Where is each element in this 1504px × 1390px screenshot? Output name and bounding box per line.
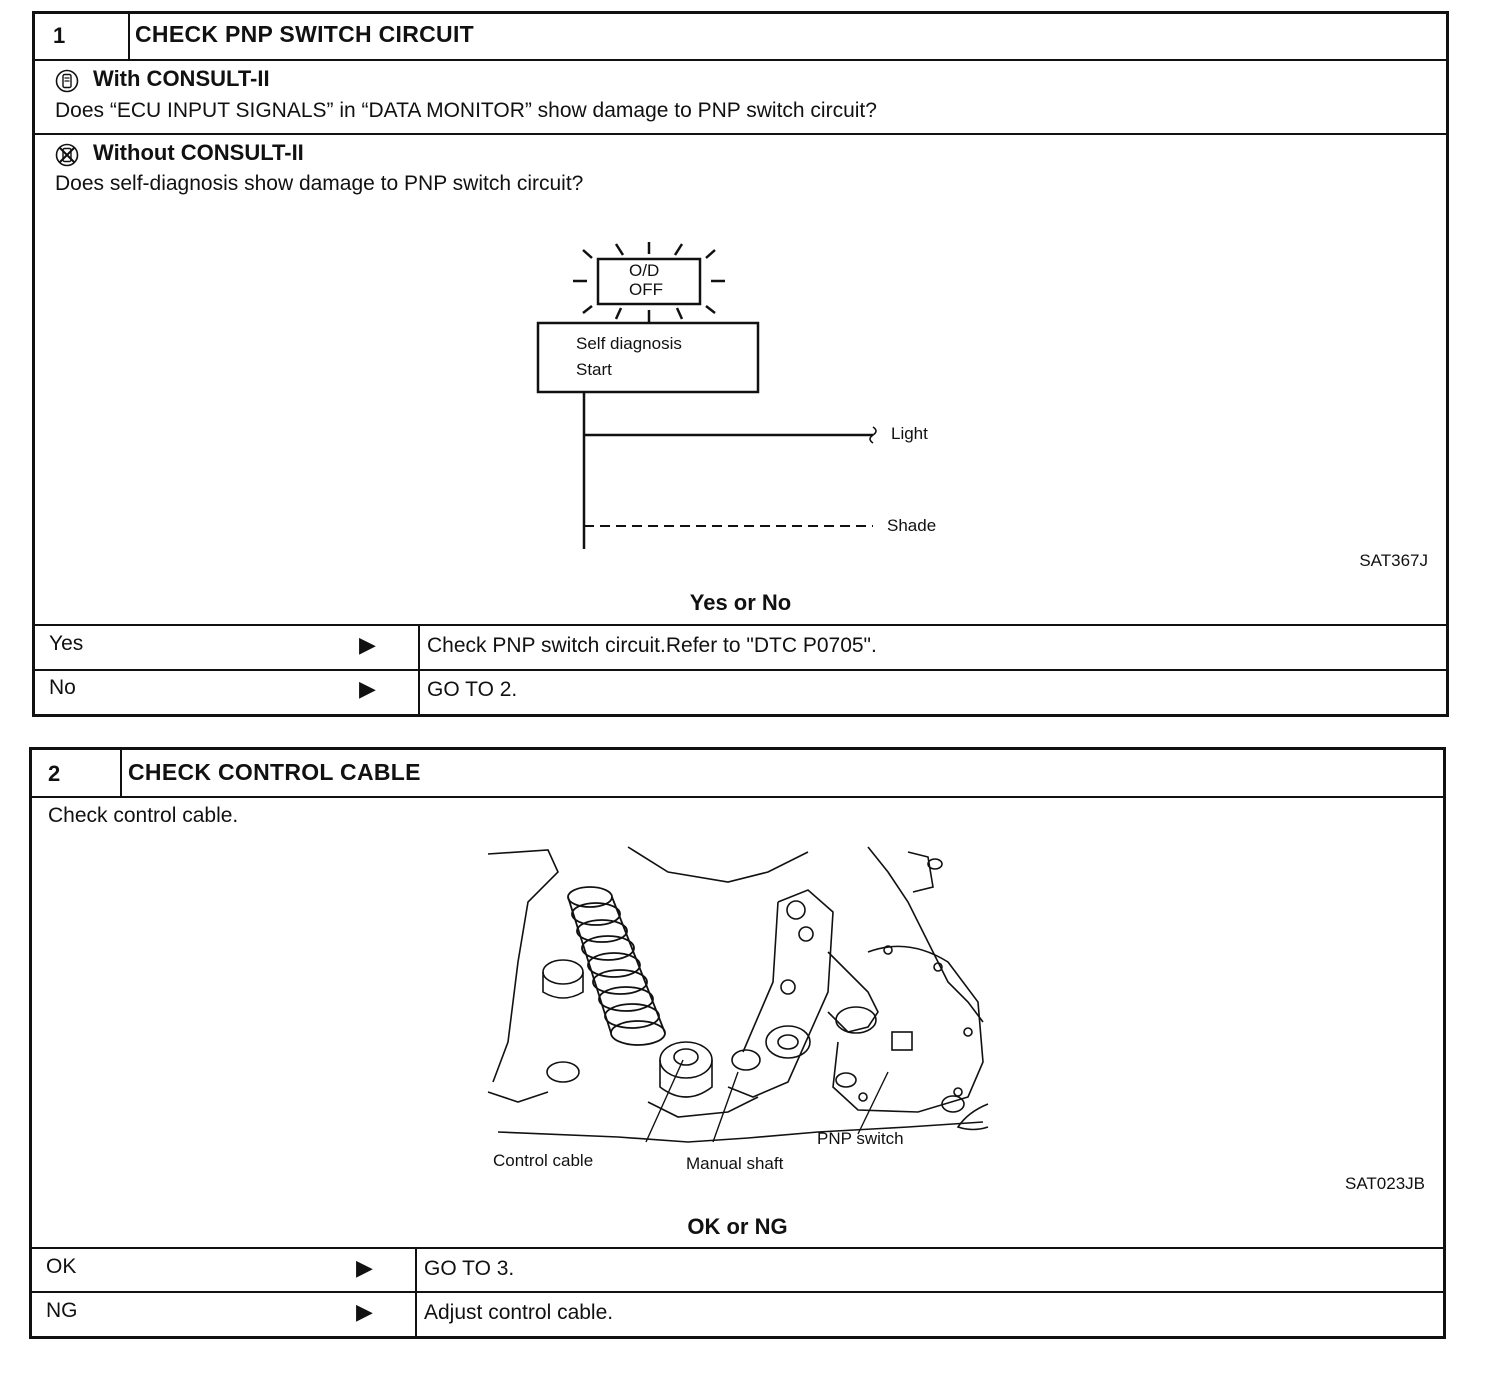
result-heading: Yes or No — [689, 590, 792, 615]
arrow-icon: ▶ — [359, 632, 376, 657]
action-yes: Check PNP switch circuit.Refer to "DTC P0705". — [427, 634, 877, 657]
step-1-number: 1 — [53, 23, 66, 48]
lamp-label-od: O/D — [629, 261, 660, 280]
arrow-icon: ▶ — [356, 1299, 373, 1324]
self-diagnosis-figure — [35, 14, 1446, 614]
label-control-cable: Control cable — [493, 1151, 594, 1170]
action-ok: GO TO 3. — [424, 1257, 515, 1280]
figure-code: SAT367J — [1359, 551, 1428, 570]
step-2-panel — [29, 747, 1446, 1339]
without-consult-question: Does self-diagnosis show damage to PNP switch circuit? — [55, 172, 584, 195]
divider — [32, 1291, 1443, 1293]
divider — [35, 624, 1446, 626]
start-label: Start — [576, 360, 612, 379]
with-consult-question: Does “ECU INPUT SIGNALS” in “DATA MONITOR” show damage to PNP switch circuit? — [55, 99, 877, 122]
lamp-label-off: OFF — [629, 280, 663, 299]
divider — [35, 669, 1446, 671]
arrow-icon: ▶ — [359, 676, 376, 701]
result-heading: OK or NG — [687, 1214, 788, 1239]
step-2-title: CHECK CONTROL CABLE — [128, 759, 421, 785]
label-manual-shaft: Manual shaft — [686, 1154, 784, 1173]
shade-label: Shade — [887, 516, 937, 535]
divider — [32, 1247, 1443, 1249]
with-consult-heading: With CONSULT-II — [93, 66, 270, 91]
step-2-instruction: Check control cable. — [48, 804, 239, 827]
action-ng: Adjust control cable. — [424, 1301, 614, 1324]
divider — [120, 750, 122, 796]
divider — [32, 796, 1443, 798]
step-1-panel — [32, 11, 1449, 717]
figure-code: SAT023JB — [1344, 1174, 1425, 1193]
label-pnp-switch: PNP switch — [817, 1129, 904, 1148]
answer-ng: NG — [46, 1299, 78, 1322]
arrow-icon: ▶ — [356, 1255, 373, 1280]
answer-no: No — [49, 676, 76, 699]
step-1-title: CHECK PNP SWITCH CIRCUIT — [135, 21, 475, 47]
answer-yes: Yes — [49, 632, 84, 655]
control-cable-illustration — [488, 842, 988, 1162]
action-no: GO TO 2. — [427, 678, 518, 701]
without-consult-heading: Without CONSULT-II — [93, 140, 304, 165]
self-diagnosis-label: Self diagnosis — [576, 334, 682, 353]
answer-ok: OK — [46, 1255, 77, 1278]
step-2-number: 2 — [48, 761, 61, 786]
light-label: Light — [891, 424, 928, 443]
